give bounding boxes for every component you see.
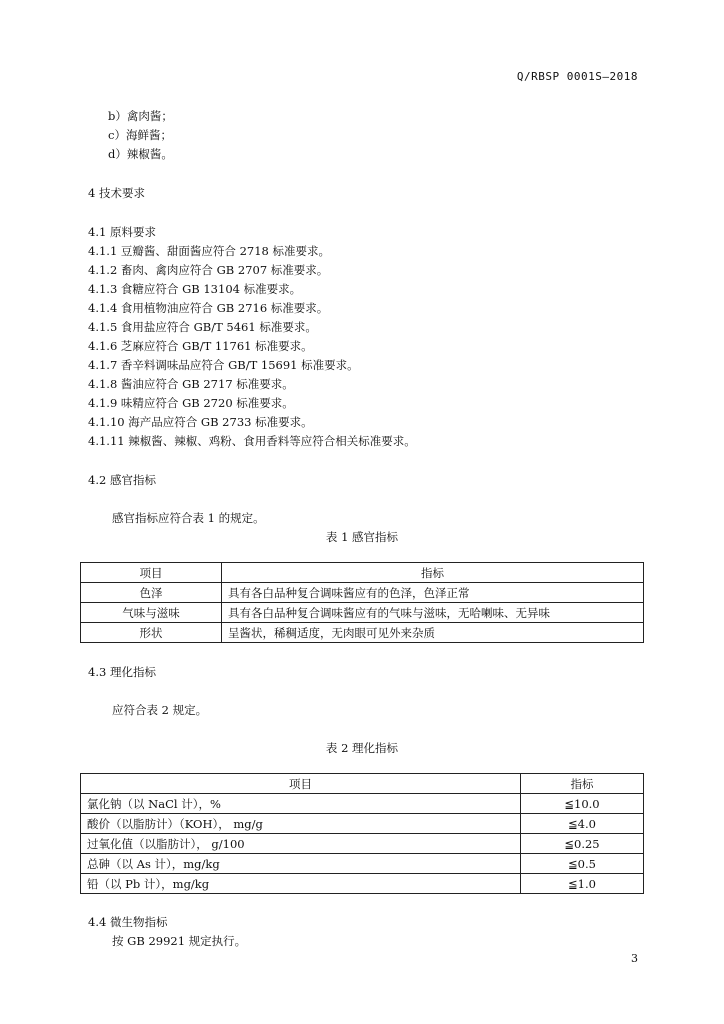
table-row [81, 583, 644, 603]
table-row [81, 623, 644, 643]
requirement-item: 4.1.5 食用盐应符合 GB/T 5461 标准要求。 [88, 320, 317, 334]
table-cell: 总砷（以 As 计），mg/kg [81, 854, 521, 874]
section-4-heading: 4 技术要求 [88, 186, 145, 200]
table-1-title: 表 1 感官指标 [325, 530, 399, 544]
requirement-item: 4.1.8 酱油应符合 GB 2717 标准要求。 [88, 377, 294, 391]
table-row [81, 834, 644, 854]
table-cell: 过氧化值（以脂肪计）， g/100 [81, 834, 521, 854]
table-cell: 色泽 [81, 583, 222, 603]
table-cell: 铅（以 Pb 计），mg/kg [81, 874, 521, 894]
table-cell: ≦10.0 [521, 794, 644, 814]
table-cell: 气味与滋味 [81, 603, 222, 623]
table-cell: ≦4.0 [521, 814, 644, 834]
requirement-item: 4.1.2 畜肉、禽肉应符合 GB 2707 标准要求。 [88, 263, 329, 277]
sensory-table [80, 562, 644, 643]
list-item-b: b）禽肉酱； [108, 109, 173, 123]
section-4-4-heading: 4.4 微生物指标 [88, 915, 168, 929]
table-row [81, 603, 644, 623]
requirement-item: 4.1.11 辣椒酱、辣椒、鸡粉、食用香料等应符合相关标准要求。 [88, 434, 416, 448]
table-row [81, 854, 644, 874]
table-cell: 具有各白品种复合调味酱应有的色泽，色泽正常 [222, 583, 644, 603]
table-cell: ≦0.25 [521, 834, 644, 854]
section-4-3-intro: 应符合表 2 规定。 [112, 703, 208, 717]
section-4-1-heading: 4.1 原料要求 [88, 225, 156, 239]
column-header: 项目 [81, 563, 222, 583]
requirement-item: 4.1.1 豆瓣酱、甜面酱应符合 2718 标准要求。 [88, 244, 330, 258]
table-row [81, 814, 644, 834]
table-row [81, 874, 644, 894]
table-cell: 具有各白品种复合调味酱应有的气味与滋味，无哈喇味、无异味 [222, 603, 644, 623]
list-item-d: d）辣椒酱。 [108, 147, 173, 161]
page-number: 3 [631, 952, 638, 965]
table-2-title: 表 2 理化指标 [325, 741, 399, 755]
section-4-4-text: 按 GB 29921 规定执行。 [112, 934, 247, 948]
table-cell: 形状 [81, 623, 222, 643]
requirement-item: 4.1.6 芝麻应符合 GB/T 11761 标准要求。 [88, 339, 313, 353]
list-item-c: c）海鲜酱； [108, 128, 172, 142]
requirement-item: 4.1.10 海产品应符合 GB 2733 标准要求。 [88, 415, 313, 429]
column-header: 指标 [222, 563, 644, 583]
table-cell: 呈酱状，稀稠适度，无肉眼可见外来杂质 [222, 623, 644, 643]
table-cell: 酸价（以脂肪计）（KOH）， mg/g [81, 814, 521, 834]
section-4-3-heading: 4.3 理化指标 [88, 665, 156, 679]
requirement-item: 4.1.7 香辛料调味品应符合 GB/T 15691 标准要求。 [88, 358, 359, 372]
table-header-row [81, 563, 644, 583]
requirement-item: 4.1.4 食用植物油应符合 GB 2716 标准要求。 [88, 301, 329, 315]
requirement-item: 4.1.9 味精应符合 GB 2720 标准要求。 [88, 396, 294, 410]
document-code: Q/RBSP 0001S—2018 [516, 70, 638, 83]
section-4-2-heading: 4.2 感官指标 [88, 473, 156, 487]
table-cell: 氯化钠（以 NaCl 计），% [81, 794, 521, 814]
requirement-item: 4.1.3 食糖应符合 GB 13104 标准要求。 [88, 282, 302, 296]
column-header: 项目 [81, 774, 521, 794]
section-4-2-intro: 感官指标应符合表 1 的规定。 [112, 511, 265, 525]
table-cell: ≦1.0 [521, 874, 644, 894]
table-cell: ≦0.5 [521, 854, 644, 874]
table-row [81, 794, 644, 814]
column-header: 指标 [521, 774, 644, 794]
table-header-row [81, 774, 644, 794]
physicochemical-table [80, 773, 644, 894]
